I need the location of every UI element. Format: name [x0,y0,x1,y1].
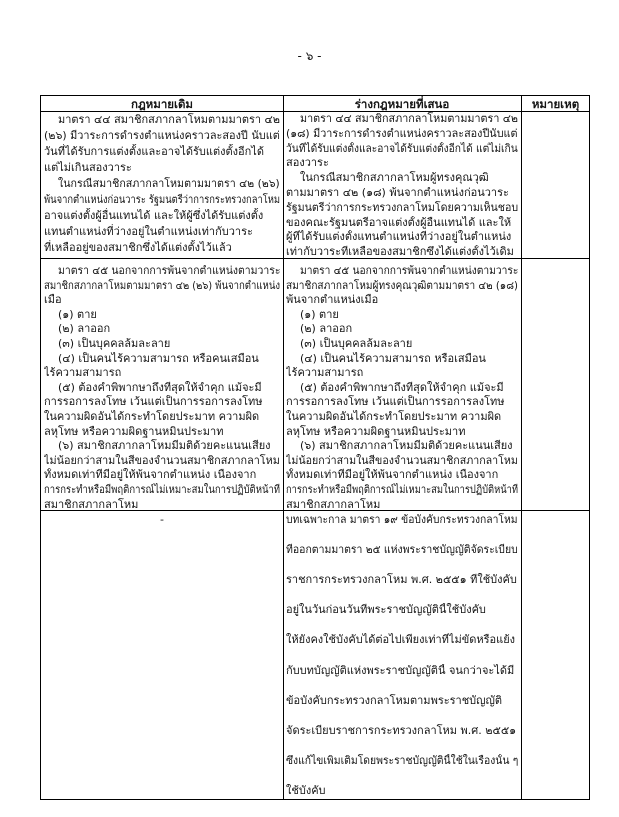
text-line [44,439,280,454]
text-line-content: แทนตำแหน่งที่ว่างอยู่ในตำแหน่งเท่ากับวาระ [44,225,253,238]
text-line-content: มาตรา ๔๔ สมาชิกสภากลาโหมตามมาตรา ๔๒ [58,113,280,126]
text-line-content: (๕) ต้องคำพิพากษาถึงที่สุดให้จำคุก แม้จะมี [58,380,262,394]
text-line [286,142,518,157]
text-line [44,192,280,208]
paragraph [44,337,280,352]
text-line-content: ทั้งหมดเท่าที่มีอยู่ให้พ้นจากตำแหน่ง เนื่องจาก [44,468,257,482]
text-line [44,264,280,279]
cell-original-row-1 [41,112,283,259]
text-line [286,381,518,396]
text-line-content: ซึ่งแก้ไขเพิ่มเติมโดยพระราชบัญญัตินี้ใช้ในเรื่องนั้น ๆ [286,753,518,767]
text-line [44,112,280,128]
cell-remarks-row-1 [521,112,590,259]
text-line-content: ในความผิดอันได้กระทำโดยประมาท ความผิด [286,409,502,423]
text-line [286,293,518,308]
text-line [44,337,280,352]
text-line [286,216,518,231]
text-line-content: ไม่น้อยกว่าสามในสี่ของจำนวนสมาชิกสภากลาโหม [286,453,518,467]
paragraph [286,112,518,171]
text-line-content: ไร้ความสามารถ [286,366,364,380]
paragraph [44,176,280,256]
text-line-content: อาจแต่งตั้งผู้อื่นแทนได้ และให้ผู้ซึ่งได้รับแต่งตั้ง [44,209,264,222]
text-line [286,352,518,367]
text-line [286,395,518,410]
paragraph [286,264,518,308]
text-line [44,513,280,527]
paragraph [44,112,280,176]
paragraph [286,337,518,352]
text-line [44,293,280,308]
text-line [44,208,280,224]
text-line-content: (๑) ตาย [58,307,97,321]
text-line [286,498,518,512]
text-line [44,395,280,410]
text-line-content: สมาชิกสภากลาโหมตามมาตรา ๔๒ (๒๖) พ้นจากตำแหน่ง [44,278,280,292]
text-line-content: ในความผิดอันได้กระทำโดยประมาท ความผิด [44,409,260,423]
paragraph [286,381,518,439]
text-line-content: ทั้งหมดเท่าที่มีอยู่ให้พ้นจากตำแหน่ง เนื่องจาก [286,468,499,482]
text-line-content: กับบทบัญญัติแห่งพระราชบัญญัตินี้ จนกว่าจะได้มี [286,663,515,677]
text-line [286,112,518,127]
text-line-content: (๑๘) มีวาระการดำรงตำแหน่งคราวละสองปีนับแต่ [286,126,518,140]
text-line [286,230,518,245]
text-line [286,754,518,768]
text-line [286,201,518,216]
text-line-content: บทเฉพาะกาล มาตรา ๑๙ ข้อบังคับกระทรวงกลาโหม [286,513,518,526]
text-line [44,352,280,367]
text-line [44,240,280,256]
text-line-content: (๓) เป็นบุคคลล้มละลาย [300,336,413,350]
text-line [286,186,518,201]
paragraph [286,171,518,259]
text-line-content: ลหุโทษ หรือความผิดฐานหมิ่นประมาท [286,424,466,438]
paragraph [44,264,280,308]
text-line [286,468,518,483]
text-line [44,498,280,512]
text-line-content: มาตรา ๔๕ นอกจากการพ้นจากตำแหน่งตามวาระ [300,264,518,277]
text-line-content: ของคณะรัฐมนตรีอาจแต่งตั้งผู้อื่นแทนได้ และให้ [286,215,512,229]
text-line-content: (๔) เป็นคนไร้ความสามารถ หรือคนเสมือน [58,351,259,365]
text-line-content: วันที่ได้รับแต่งตั้งและอาจได้รับแต่งตั้งอีกได้ แต่ไม่เกิน [286,141,518,155]
text-line-content: (๒) ลาออก [58,322,111,336]
cell-proposed-row-1 [283,112,521,259]
cell-remarks-row-3 [521,511,590,800]
paragraph [44,439,280,511]
text-line [44,425,280,440]
text-line [44,468,280,483]
text-line [286,127,518,142]
text-line [286,483,518,498]
text-line-content: มาตรา ๔๕ นอกจากการพ้นจากตำแหน่งตามวาระ [58,264,280,277]
text-line-content: สองวาระ [286,156,329,170]
text-line-content: (๒) ลาออก [300,322,353,336]
text-line-content: จัดระเบียบราชการกระทรวงกลาโหม พ.ศ. ๒๕๕๑ [286,723,517,737]
text-line-content: ที่เหลืออยู่ของสมาชิกซึ่งได้แต่งตั้งไว้แล้ว [44,241,232,254]
text-line-content: เท่ากับวาระที่เหลือของสมาชิกซึ่งได้แต่งตั้งไว้เดิม [286,245,514,259]
text-line [286,784,518,798]
text-line [286,573,518,587]
text-line-content: ในกรณีสมาชิกสภากลาโหมผู้ทรงคุณวุฒิ [300,171,489,185]
text-line-content: (๓) เป็นบุคคลล้มละลาย [58,336,171,350]
text-line [286,322,518,337]
cell-original-row-2 [41,259,283,511]
text-line-content: ใช้บังคับ [286,783,326,797]
text-line [44,410,280,425]
text-line-content: เมื่อ [44,293,62,307]
text-line-content: ที่ออกตามมาตรา ๒๕ แห่งพระราชบัญญัติจัดระเบียบ [286,543,518,557]
text-line [286,633,518,647]
text-line-content: (๖) สมาชิกสภากลาโหมมีมติด้วยคะแนนเสียง [300,439,513,453]
text-line-content: พ้นจากตำแหน่งก่อนวาระ รัฐมนตรีว่าการกระทรวงกลาโหม [44,193,280,206]
text-line-content: การกระทำหรือมีพฤติการณ์ไม่เหมาะสมในการปฏิบัติหน้าที่ [286,482,518,496]
text-line [44,279,280,294]
text-line [286,410,518,425]
text-line [286,279,518,294]
text-line [286,694,518,708]
text-line [286,664,518,678]
text-line [286,245,518,259]
text-line-content: ตามมาตรา ๔๒ (๑๘) พ้นจากตำแหน่งก่อนวาระ [286,185,509,199]
text-line-content: มาตรา ๔๔ สมาชิกสภากลาโหมตามมาตรา ๔๒ [300,112,518,125]
paragraph [44,322,280,337]
text-line [286,171,518,186]
text-line [44,381,280,396]
text-line-content: อยู่ในวันก่อนวันที่พระราชบัญญัตินี้ใช้บังคับ [286,603,486,617]
text-line-content: รัฐมนตรีว่าการกระทรวงกลาโหมโดยความเห็นชอบ [286,200,518,214]
text-line-content: สมาชิกสภากลาโหม [286,497,381,511]
text-line [44,128,280,144]
text-line [44,366,280,381]
text-line-content: ข้อบังคับกระทรวงกลาโหมตามพระราชบัญญัติ [286,693,503,707]
text-line [286,724,518,738]
comparison-table [40,95,590,800]
text-line-content: (๖) สมาชิกสภากลาโหมมีมติด้วยคะแนนเสียง [58,439,271,453]
text-line [286,337,518,352]
text-line-content: - [160,513,164,526]
text-line [286,308,518,323]
text-line-content: แต่ไม่เกินสองวาระ [44,161,132,174]
text-line [44,322,280,337]
text-line [286,513,518,527]
text-line-content: ราชการกระทรวงกลาโหม พ.ศ. ๒๕๕๑ ที่ใช้บังคับ [286,573,517,587]
text-line-content: สมาชิกสภากลาโหม [44,497,139,511]
header-original-law: กฎหมายเดิม [130,97,194,111]
paragraph [286,352,518,381]
text-line [44,308,280,323]
cell-proposed-row-3 [283,511,521,800]
text-line [44,144,280,160]
paragraph [286,308,518,323]
text-line-content: (๕) ต้องคำพิพากษาถึงที่สุดให้จำคุก แม้จะมี [300,380,504,394]
text-line [44,176,280,192]
text-line [286,264,518,279]
cell-remarks-row-2 [521,259,590,511]
text-line-content: การรอการลงโทษ เว้นแต่เป็นการรอการลงโทษ [44,395,263,409]
text-line-content: (๒๖) มีวาระการดำรงตำแหน่งคราวละสองปี นับแต่ [44,129,280,142]
text-line-content: พ้นจากตำแหน่งเมื่อ [286,293,379,307]
text-line [286,454,518,469]
header-proposed-law: ร่างกฎหมายที่เสนอ [354,97,450,111]
text-line [44,160,280,176]
text-line [286,156,518,171]
text-line [44,454,280,469]
text-line-content: วันที่ได้รับการแต่งตั้งและอาจได้รับแต่งตั้งอีกได้ [44,145,264,158]
text-line [286,603,518,617]
text-line [286,425,518,440]
text-line-content: (๔) เป็นคนไร้ความสามารถ หรือเสมือน [300,351,486,365]
text-line-content: ผู้ที่ได้รับแต่งตั้งแทนตำแหน่งที่ว่างอยู่ในตำแหน่ง [286,230,512,244]
paragraph [286,513,518,798]
text-line [286,543,518,557]
text-line-content: ไม่น้อยกว่าสามในสี่ของจำนวนสมาชิกสภากลาโหม [44,453,280,467]
text-line-content: สมาชิกสภากลาโหมผู้ทรงคุณวุฒิตามมาตรา ๔๒ (๑๘) [286,278,518,292]
page-number: - ๖ - [297,49,322,63]
text-line-content: ลหุโทษ หรือความผิดฐานหมิ่นประมาท [44,424,224,438]
text-line-content: ไร้ความสามารถ [44,366,122,380]
cell-original-row-3 [41,511,283,800]
text-line-content: ให้ยังคงใช้บังคับได้ต่อไปเพียงเท่าที่ไม่ขัดหรือแย้ง [286,633,516,647]
text-line [286,366,518,381]
paragraph [286,322,518,337]
paragraph [44,308,280,323]
text-line-content: ในกรณีสมาชิกสภากลาโหมตามมาตรา ๔๒ (๒๖) [58,177,280,190]
text-line-content: การกระทำหรือมีพฤติการณ์ไม่เหมาะสมในการปฏิบัติหน้าที่ [44,482,280,496]
text-line [286,439,518,454]
text-line [44,224,280,240]
paragraph [44,381,280,439]
paragraph [44,352,280,381]
text-line-content: (๑) ตาย [300,307,339,321]
header-remarks: หมายเหตุ [531,97,580,111]
text-line [44,483,280,498]
text-line-content: การรอการลงโทษ เว้นแต่เป็นการรอการลงโทษ [286,395,505,409]
paragraph [44,513,280,527]
paragraph [286,439,518,511]
cell-proposed-row-2 [283,259,521,511]
